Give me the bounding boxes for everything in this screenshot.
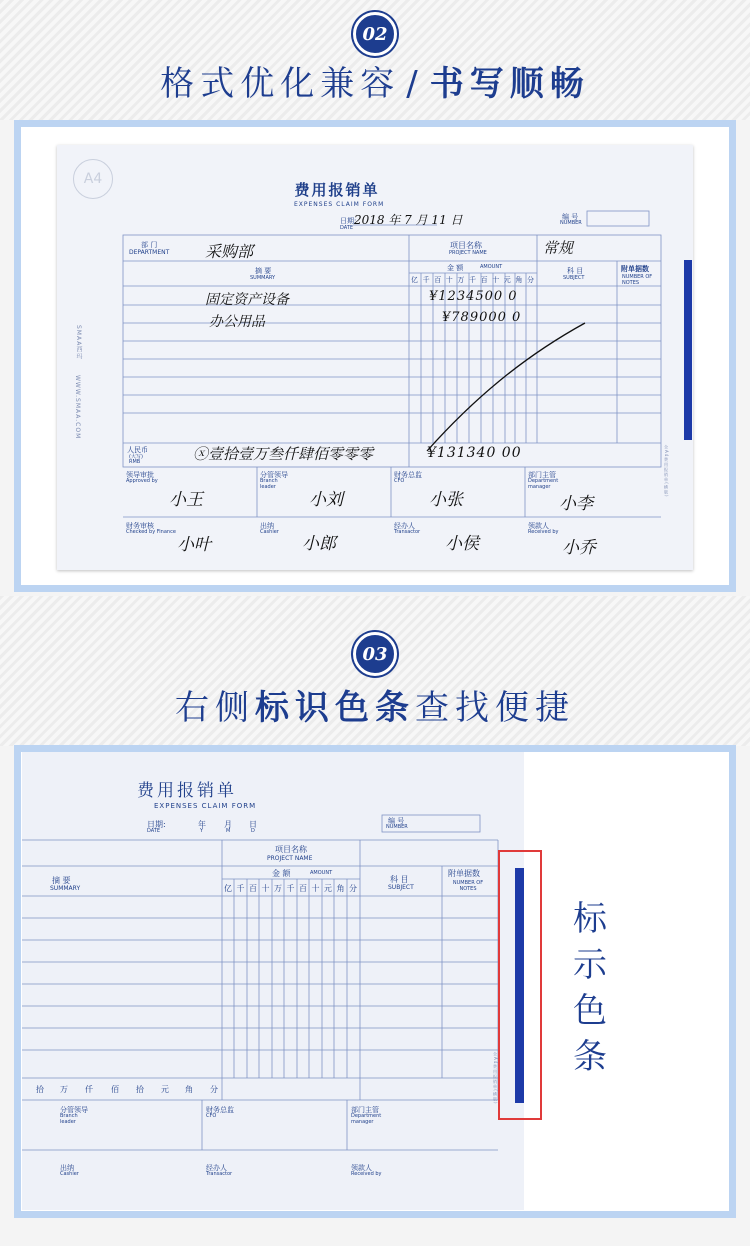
branch-leader-label: 分管领导 (260, 471, 288, 479)
dept-manager-label: 部门主管 (528, 471, 556, 479)
form2-amount-en: AMOUNT (310, 870, 333, 876)
form2-cashier-label: 出纳 (60, 1164, 74, 1172)
department-value: 采购部 (205, 242, 254, 261)
project-label: 项目名称 (450, 241, 482, 250)
digit-header: 万 (457, 276, 465, 284)
digit-header: 千 (422, 276, 430, 284)
dept-manager-signature: 小李 (559, 494, 593, 514)
url-vertical-text: WWW.SMAA.COM (74, 375, 81, 440)
side-label-char-2: 示 (573, 945, 607, 985)
form-subtitle: EXPENSES CLAIM FORM (294, 201, 385, 208)
total-unit-label: 分 (210, 1085, 218, 1094)
headline-part-2: 标识色条 (255, 688, 415, 728)
form2-subject-en: SUBJECT (388, 884, 414, 891)
approved-by-label: 领导审批 (126, 471, 154, 479)
section-number-badge: 02 (353, 12, 397, 56)
digit-header: 十 (311, 884, 320, 893)
digit-header: 角 (515, 276, 523, 284)
received-by-signature: 小乔 (562, 538, 596, 558)
digit-header: 十 (492, 276, 500, 284)
headline-bold: 书写顺畅 (429, 64, 590, 104)
headline-part-1: 右侧 (175, 688, 255, 728)
form2-number-en: NUMBER (386, 824, 408, 830)
headline-separator: / (406, 64, 424, 104)
section-headline (0, 56, 750, 105)
form2-day-label: 日 (249, 820, 257, 829)
digit-header: 千 (236, 884, 245, 893)
amount-label-en: AMOUNT (480, 264, 503, 270)
total-unit-label: 万 (60, 1085, 68, 1094)
form2-summary-label: 摘 要 (52, 876, 71, 885)
branch-leader-signature: 小刘 (309, 490, 343, 510)
digit-header: 亿 (411, 276, 418, 284)
row-1-summary: 固定资产设备 (205, 292, 289, 308)
form2-dept-manager-en: Department manager (351, 1113, 382, 1125)
form2-number-label: 编 号 (388, 817, 405, 825)
summary-label: 摘 要 (255, 267, 272, 275)
digit-header: 十 (445, 276, 453, 284)
form2-dept-manager-label: 部门主管 (351, 1106, 379, 1114)
finance-check-label: 财务审核 (126, 522, 154, 530)
side-label-char-1: 标 (573, 899, 607, 939)
section-headline-2 (0, 680, 750, 729)
identification-color-bar (684, 260, 692, 440)
approved-by-label-en: Approved by (126, 478, 158, 484)
form2-subtitle: EXPENSES CLAIM FORM (154, 802, 257, 810)
form2-project-label: 项目名称 (275, 845, 307, 854)
digit-header: 分 (527, 276, 534, 284)
form2-grid-lines (22, 752, 524, 1210)
form2-cfo-label: 财务总监 (206, 1106, 234, 1114)
total-unit-label: 角 (185, 1085, 193, 1094)
notes-label-en: NUMBER OF NOTES (622, 274, 653, 286)
total-unit-label: 佰 (111, 1085, 119, 1094)
total-unit-label: 元 (161, 1085, 169, 1094)
transactor-signature: 小侯 (445, 534, 479, 554)
digit-header: 分 (349, 884, 357, 893)
total-amount: ¥131340 00 (427, 445, 522, 461)
finance-check-label-en: Checked by Finance (126, 529, 176, 535)
form2-transactor-label: 经办人 (206, 1164, 227, 1172)
form2-date-en: DATE (147, 828, 161, 834)
digit-header: 千 (286, 884, 295, 893)
a4-watermark: A4 (73, 159, 113, 199)
form-grid-lines (57, 145, 693, 570)
form2-notes-en: NUMBER OF NOTES (452, 880, 484, 892)
number-label: 编 号 (562, 213, 579, 221)
rmb-en-label: RMB (129, 459, 141, 465)
side-label-char-4: 条 (573, 1037, 607, 1077)
transactor-label: 经办人 (394, 522, 415, 530)
digit-header: 百 (299, 884, 307, 893)
form2-project-en: PROJECT NAME (267, 855, 313, 862)
digit-header: 十 (261, 884, 270, 893)
digit-header: 百 (480, 276, 488, 284)
digit-header: 亿 (224, 884, 232, 893)
cashier-label: 出纳 (260, 522, 274, 530)
transactor-label-en: Transactor (394, 529, 421, 535)
dept-manager-label-en: Department manager (528, 478, 559, 490)
form2-date-label: 日期: (147, 820, 166, 829)
expense-form-closeup (22, 752, 524, 1210)
form2-edition-vertical: 全A4费用报销单(横版) (493, 1052, 498, 1105)
total-unit-label: 拾 (36, 1085, 44, 1094)
rmb-sub-label: (大写) (129, 454, 143, 460)
form2-amount-label: 金 额 (272, 869, 291, 878)
cfo-signature: 小张 (429, 490, 463, 510)
digit-header: 角 (336, 884, 345, 893)
amount-label: 金 额 (447, 264, 464, 272)
section-number-badge-2: 03 (353, 632, 397, 676)
digit-header: 万 (274, 884, 282, 893)
cfo-label-en: CFO (394, 478, 405, 484)
digit-header: 元 (324, 884, 332, 893)
cfo-label: 财务总监 (394, 471, 422, 479)
rmb-label: 人民币 (127, 446, 148, 454)
project-value: 常规 (543, 239, 574, 257)
side-label-char-3: 色 (573, 991, 607, 1031)
approved-by-signature: 小王 (169, 490, 203, 510)
form2-month-label: 月 (224, 820, 232, 829)
form2-subject-label: 科 目 (390, 875, 409, 884)
form-edition-vertical: 全A4费用报销单(横版) (664, 445, 669, 498)
department-label: 部 门 (141, 241, 158, 249)
notes-label: 附单据数 (621, 265, 649, 273)
project-label-en: PROJECT NAME (449, 250, 487, 256)
digit-header: 元 (503, 276, 511, 284)
form2-branch-leader-label: 分管领导 (60, 1106, 88, 1114)
summary-label-en: SUMMARY (250, 275, 276, 281)
form2-m-en: M (226, 828, 231, 834)
color-bar-side-label (570, 896, 610, 1080)
headline-part-3: 查找便捷 (415, 688, 575, 728)
received-by-label: 领款人 (528, 522, 549, 530)
total-unit-label: 拾 (136, 1085, 144, 1094)
finance-check-signature: 小叶 (177, 535, 211, 555)
form2-year-label: 年 (198, 820, 206, 829)
digit-header: 百 (249, 884, 257, 893)
form2-summary-en: SUMMARY (50, 885, 81, 892)
received-by-label-en: Received by (528, 529, 559, 535)
row-1-amount: ¥1234500 0 (429, 289, 518, 304)
form-title: 费用报销单 (294, 181, 380, 199)
expense-form-filled (57, 145, 693, 570)
form2-notes-label: 附单据数 (448, 869, 480, 878)
row-2-amount: ¥789000 0 (442, 310, 522, 325)
form2-received-by-label: 领款人 (351, 1164, 372, 1172)
cashier-signature: 小郎 (302, 534, 336, 554)
branch-leader-label-en: Branch leader (260, 478, 278, 490)
form2-received-by-en: Received by (351, 1171, 382, 1177)
color-bar-highlight-box (498, 850, 542, 1120)
brand-vertical-text: SMAA西玛 (75, 325, 82, 361)
total-in-words: ⓧ壹拾壹万叁仟肆佰零零零 (193, 445, 374, 463)
form2-cfo-en: CFO (206, 1113, 217, 1119)
date-value: 2018 年 7 月 11 日 (354, 213, 463, 227)
date-label-en: DATE (340, 225, 354, 231)
subject-label-en: SUBJECT (563, 275, 585, 281)
department-label-en: DEPARTMENT (129, 249, 170, 256)
digit-header: 千 (469, 276, 476, 284)
subject-label: 科 目 (567, 267, 584, 275)
form2-d-en: D (251, 828, 255, 834)
total-unit-label: 仟 (85, 1085, 93, 1094)
cashier-label-en: Cashier (260, 529, 279, 535)
form2-cashier-en: Cashier (60, 1171, 79, 1177)
form2-branch-leader-en: Branch leader (60, 1113, 78, 1125)
headline-plain: 格式优化兼容 (160, 64, 401, 104)
form2-transactor-en: Transactor (206, 1171, 233, 1177)
number-label-en: NUMBER (560, 220, 582, 226)
form2-y-en: Y (200, 828, 204, 834)
row-2-summary: 办公用品 (209, 314, 265, 330)
form2-title: 费用报销单 (137, 781, 237, 801)
digit-header: 百 (434, 276, 442, 284)
date-label: 日期: (340, 217, 357, 225)
